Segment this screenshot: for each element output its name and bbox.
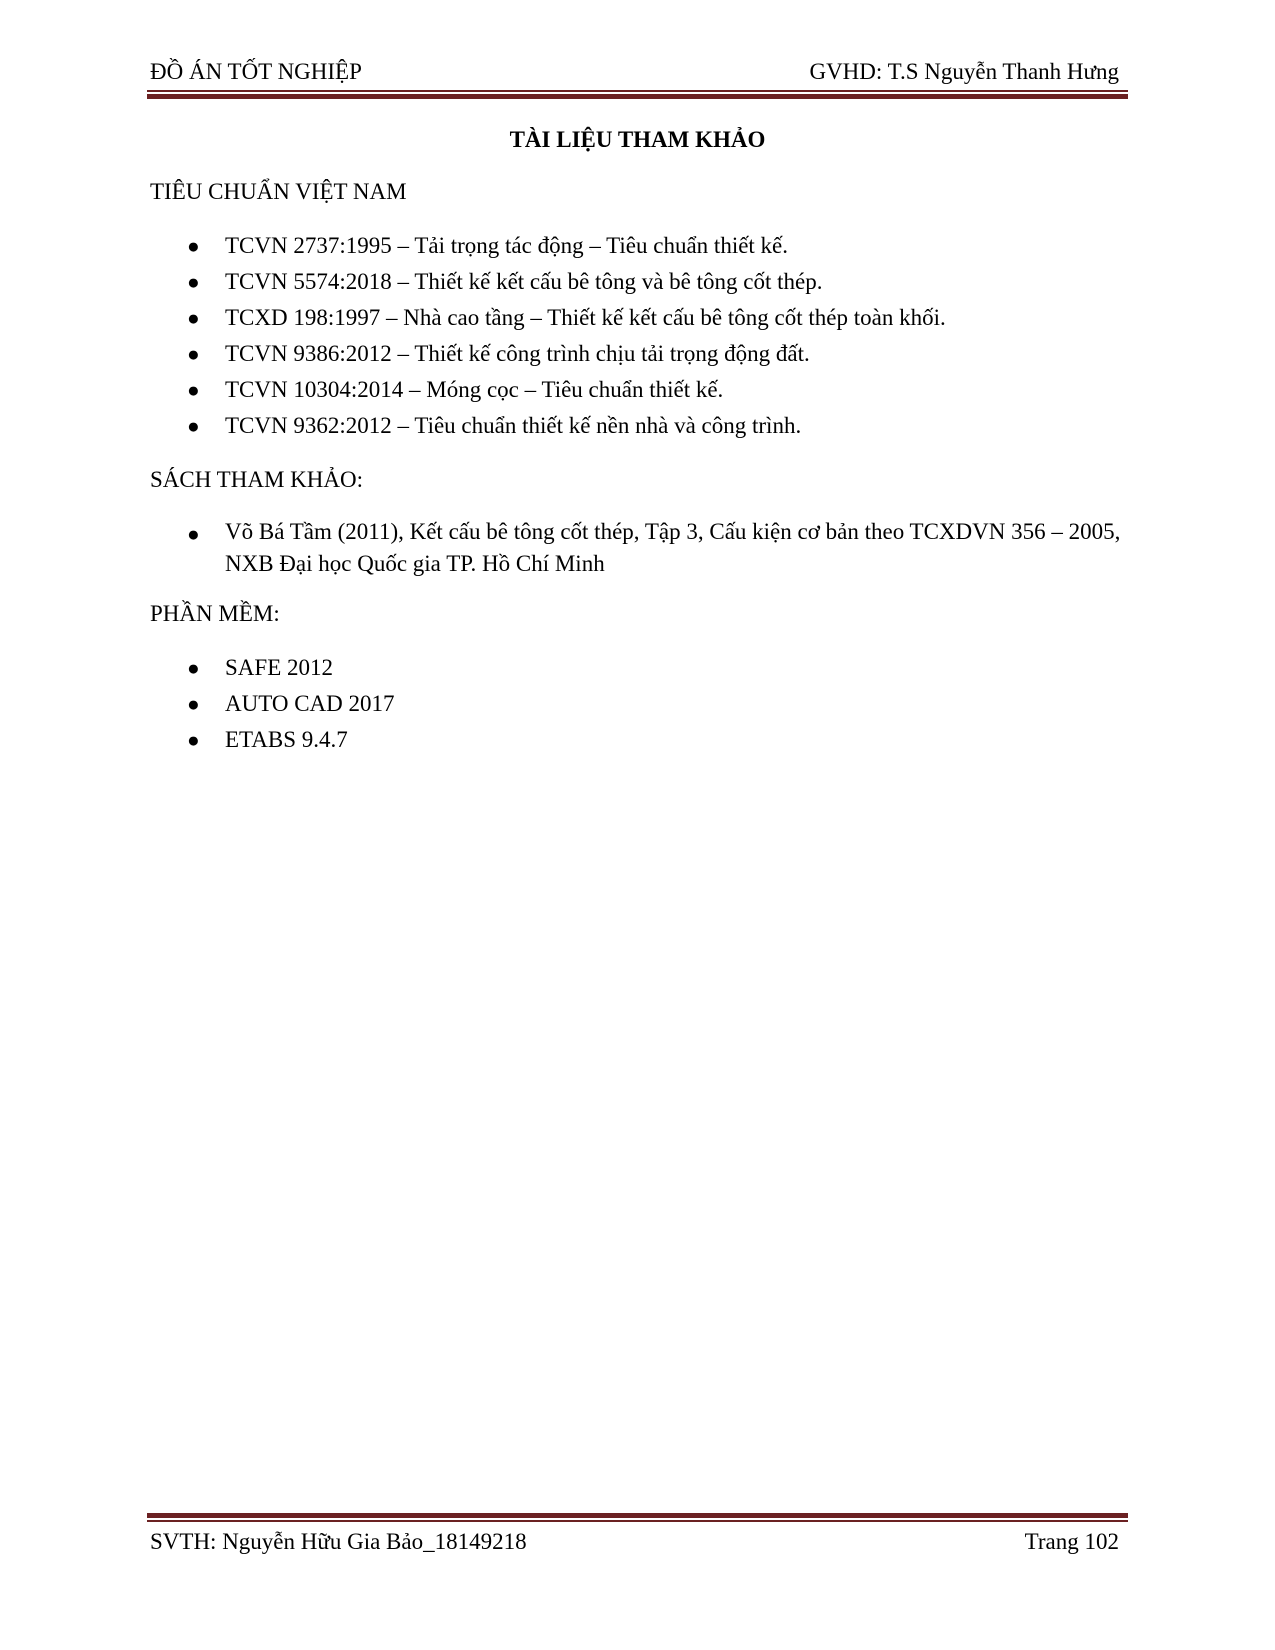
bullet-icon: ●	[187, 728, 200, 752]
list-item	[150, 372, 1125, 408]
section-heading-software: PHẦN MỀM:	[150, 601, 280, 626]
list-item	[150, 408, 1125, 444]
footer-divider-thin	[147, 1520, 1128, 1522]
standards-list	[150, 228, 1125, 444]
list-item	[150, 722, 1125, 758]
list-item-text: ETABS 9.4.7	[225, 727, 348, 752]
bullet-icon: ●	[187, 342, 200, 366]
header-thesis-label: ĐỒ ÁN TỐT NGHIỆP	[150, 59, 362, 84]
list-item-text: TCVN 10304:2014 – Móng cọc – Tiêu chuẩn thiết kế.	[225, 377, 724, 402]
bullet-icon: ●	[187, 306, 200, 330]
section-heading-books: SÁCH THAM KHẢO:	[150, 467, 363, 492]
page-footer	[150, 1525, 1125, 1559]
bullet-icon: ●	[187, 234, 200, 258]
bullet-icon: ●	[187, 692, 200, 716]
section-heading-standards: TIÊU CHUẨN VIỆT NAM	[150, 179, 407, 204]
page-content	[150, 122, 1125, 758]
list-item-text: TCVN 5574:2018 – Thiết kế kết cấu bê tông và bê tông cốt thép.	[225, 269, 823, 294]
header-advisor-label: GVHD: T.S Nguyễn Thanh Hưng	[809, 59, 1119, 84]
list-item-text: TCXD 198:1997 – Nhà cao tầng – Thiết kế kết cấu bê tông cốt thép toàn khối.	[225, 305, 946, 330]
bullet-icon: ●	[187, 522, 200, 546]
list-item	[150, 300, 1125, 336]
bullet-icon: ●	[187, 414, 200, 438]
list-item	[150, 336, 1125, 372]
header-divider-thin	[147, 90, 1128, 92]
software-list	[150, 650, 1125, 758]
list-item	[150, 516, 1125, 580]
page-title: TÀI LIỆU THAM KHẢO	[509, 127, 766, 152]
list-item-text: AUTO CAD 2017	[225, 691, 395, 716]
bullet-icon: ●	[187, 378, 200, 402]
list-item	[150, 264, 1125, 300]
list-item-text: TCVN 9386:2012 – Thiết kế công trình chịu tải trọng động đất.	[225, 341, 810, 366]
list-item-text: TCVN 2737:1995 – Tải trọng tác động – Tiêu chuẩn thiết kế.	[225, 233, 789, 258]
page-header	[150, 56, 1125, 88]
list-item-text: Võ Bá Tầm (2011), Kết cấu bê tông cốt thép, Tập 3, Cấu kiện cơ bản theo TCXDVN 356 – 2005, NXB Đại học Quốc gia TP. Hồ Chí Minh	[225, 519, 1121, 576]
list-item	[150, 228, 1125, 264]
books-list	[150, 516, 1125, 580]
list-item	[150, 686, 1125, 722]
header-divider-thick	[147, 94, 1128, 99]
list-item-text: SAFE 2012	[225, 655, 333, 680]
footer-student-label: SVTH: Nguyễn Hữu Gia Bảo_18149218	[150, 1529, 527, 1554]
list-item	[150, 650, 1125, 686]
bullet-icon: ●	[187, 656, 200, 680]
bullet-icon: ●	[187, 270, 200, 294]
list-item-text: TCVN 9362:2012 – Tiêu chuẩn thiết kế nền nhà và công trình.	[225, 413, 802, 438]
page-number: Trang 102	[1024, 1529, 1119, 1554]
footer-divider-thick	[147, 1513, 1128, 1518]
